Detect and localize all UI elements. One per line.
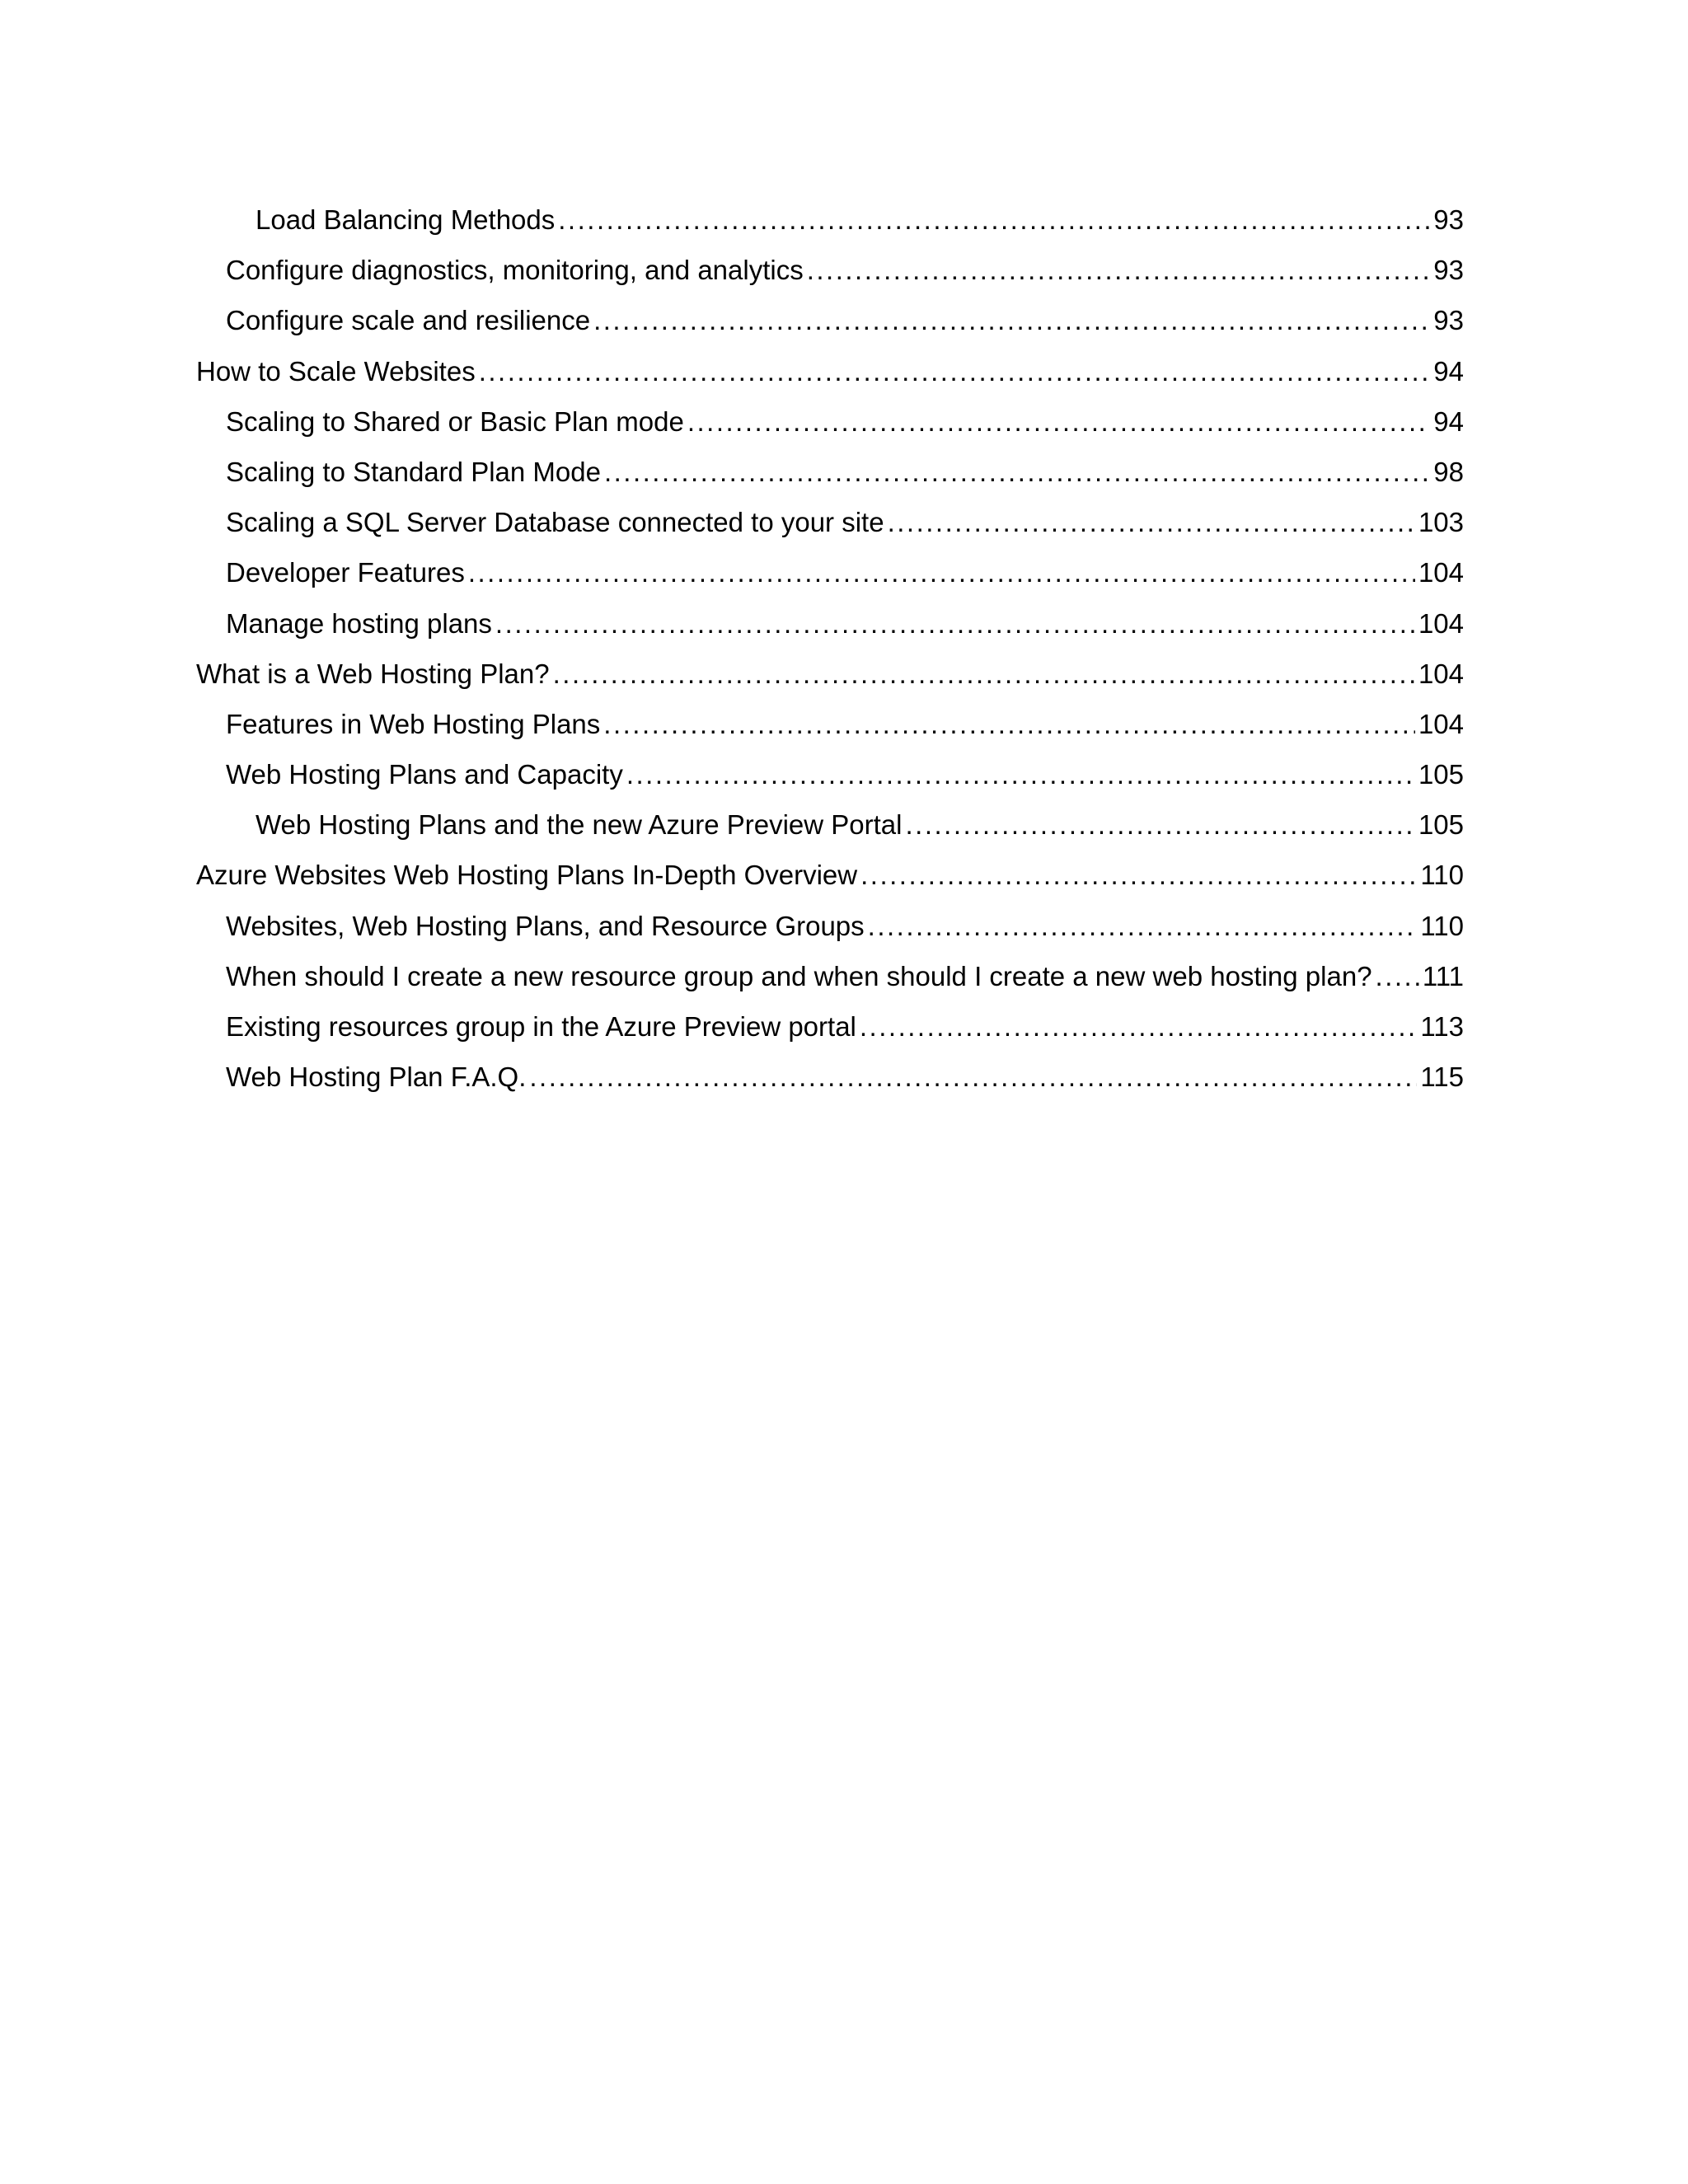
toc-page-number: 110: [1420, 910, 1464, 941]
toc-page-number: 113: [1420, 1011, 1464, 1042]
toc-entry-title: When should I create a new resource group and when should I create a new web hosting plan?: [226, 960, 1372, 991]
toc-page-number: 104: [1418, 607, 1464, 639]
toc-entry-web-hosting-plans-preview-portal[interactable]: [196, 799, 1464, 850]
toc-entry-how-to-scale-websites[interactable]: [196, 346, 1464, 396]
toc-page-number: 105: [1418, 809, 1464, 841]
toc-page-number: 104: [1418, 708, 1464, 739]
toc-dot-leader: [558, 194, 1430, 245]
toc-entry-title: Configure scale and resilience: [226, 305, 591, 336]
toc-page-number: 94: [1433, 405, 1464, 437]
toc-entry-title: Features in Web Hosting Plans: [226, 708, 601, 739]
toc-dot-leader: [626, 749, 1415, 799]
toc-dot-leader: [905, 799, 1414, 850]
toc-dot-leader: [529, 1052, 1417, 1102]
toc-entry-scaling-standard[interactable]: [196, 447, 1464, 497]
toc-entry-title: Scaling to Standard Plan Mode: [226, 456, 601, 487]
toc-entry-title: Web Hosting Plans and the new Azure Preview Portal: [256, 809, 903, 841]
toc-dot-leader: [479, 346, 1431, 396]
toc-dot-leader: [860, 850, 1417, 900]
toc-dot-leader: [860, 1001, 1417, 1052]
toc-entry-existing-resources-group[interactable]: [196, 1001, 1464, 1052]
toc-page-number: 93: [1433, 204, 1464, 235]
toc-page-number: 115: [1420, 1062, 1464, 1093]
toc-entry-title: Developer Features: [226, 557, 465, 588]
toc-dot-leader: [868, 901, 1418, 951]
toc-page-number: 105: [1418, 759, 1464, 790]
toc-entry-title: Web Hosting Plan F.A.Q.: [226, 1062, 527, 1093]
toc-entry-title: Configure diagnostics, monitoring, and analytics: [226, 255, 804, 286]
toc-entry-developer-features[interactable]: [196, 547, 1464, 598]
toc-entry-when-create-resource-group[interactable]: [196, 951, 1464, 1001]
toc-dot-leader: [603, 699, 1415, 749]
toc-entry-title: How to Scale Websites: [196, 355, 476, 387]
toc-entry-title: Load Balancing Methods: [256, 204, 556, 235]
toc-entry-what-is-web-hosting-plan[interactable]: [196, 649, 1464, 699]
toc-entry-configure-scale[interactable]: [196, 295, 1464, 345]
toc-entry-title: Existing resources group in the Azure Preview portal: [226, 1011, 856, 1042]
toc-dot-leader: [495, 598, 1415, 649]
toc-entry-title: What is a Web Hosting Plan?: [196, 658, 550, 689]
toc-dot-leader: [593, 295, 1430, 345]
toc-page-number: 93: [1433, 305, 1464, 336]
toc-page-number: 98: [1433, 456, 1464, 487]
toc-dot-leader: [553, 649, 1415, 699]
toc-entry-title: Websites, Web Hosting Plans, and Resource Groups: [226, 910, 865, 941]
toc-entry-title: Manage hosting plans: [226, 607, 492, 639]
toc-entry-manage-hosting-plans[interactable]: [196, 598, 1464, 649]
table-of-contents: [196, 194, 1464, 1102]
toc-page-number: 93: [1433, 255, 1464, 286]
toc-dot-leader: [888, 497, 1415, 547]
toc-entry-web-hosting-plans-capacity[interactable]: [196, 749, 1464, 799]
toc-entry-title: Azure Websites Web Hosting Plans In-Depth Overview: [196, 860, 858, 891]
toc-page-number: 104: [1418, 658, 1464, 689]
toc-dot-leader: [604, 447, 1430, 497]
toc-entry-title: Scaling a SQL Server Database connected to your site: [226, 507, 884, 538]
toc-page-number: 110: [1420, 860, 1464, 891]
toc-dot-leader: [1376, 951, 1419, 1001]
toc-page-number: 111: [1422, 960, 1464, 991]
toc-page-number: 94: [1433, 355, 1464, 387]
toc-entry-web-hosting-plan-faq[interactable]: [196, 1052, 1464, 1102]
toc-entry-scaling-shared-basic[interactable]: [196, 396, 1464, 447]
toc-entry-load-balancing-methods[interactable]: [196, 194, 1464, 245]
toc-entry-features-web-hosting-plans[interactable]: [196, 699, 1464, 749]
toc-entry-websites-plans-resource-groups[interactable]: [196, 901, 1464, 951]
toc-entry-title: Web Hosting Plans and Capacity: [226, 759, 623, 790]
toc-entry-title: Scaling to Shared or Basic Plan mode: [226, 405, 684, 437]
toc-dot-leader: [687, 396, 1430, 447]
toc-entry-scaling-sql-database[interactable]: [196, 497, 1464, 547]
toc-entry-configure-diagnostics[interactable]: [196, 245, 1464, 295]
toc-page-number: 103: [1418, 507, 1464, 538]
toc-page-number: 104: [1418, 557, 1464, 588]
toc-dot-leader: [807, 245, 1431, 295]
toc-entry-in-depth-overview[interactable]: [196, 850, 1464, 900]
toc-dot-leader: [468, 547, 1415, 598]
